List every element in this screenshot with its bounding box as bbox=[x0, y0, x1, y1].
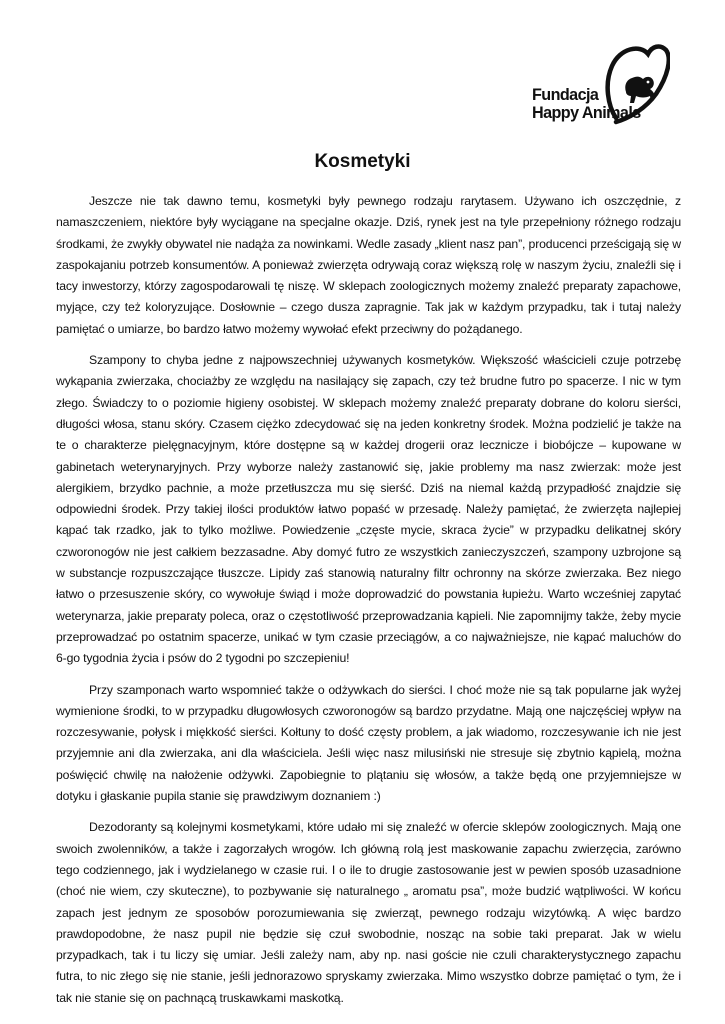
logo-line-1: Fundacja bbox=[532, 85, 599, 104]
document-body bbox=[56, 191, 681, 1019]
paragraph: Szampony to chyba jedne z najpowszechniej używanych kosmetyków. Większość właścicieli czuje potrzebę wykąpania zwierzaka, chociażby ze względu na nasilający się zapach, czy też brudne futro po spacerze. I nic w tym złego. Świadczy to o poziomie higieny osobistej. W sklepach możemy znaleźć preparaty dobrane do koloru sierści, długości włosa, stanu skóry. Czasem ciężko zdecydować się na jeden konkretny środek. Można podzielić je także na te o charakterze pielęgnacyjnym, które dostępne są w każdej drogerii oraz lecznicze i biobójcze – kupowane w gabinetach weterynaryjnych. Przy wyborze należy zastanowić się, jakie problemy ma nasz zwierzak: może jest alergikiem, brzydko pachnie, a może przetłuszcza mu się sierść. Dziś na niemal każdą przypadłość znajdzie się odpowiedni środek. Przy takiej ilości produktów łatwo popaść w przesadę. Należy pamiętać, że zwierzęta najlepiej kąpać tak rzadko, jak to tylko możliwe. Powiedzenie „częste mycie, skraca życie” w przypadku delikatnej skóry czworonogów nie jest całkiem bezzasadne. Aby domyć futro ze wszystkich zanieczyszczeń, szampony uzbrojone są w substancje rozpuszczające tłuszcze. Lipidy zaś stanowią naturalny filtr ochronny na skórze zwierzaka. Bez niego łatwo o przesuszenie skóry, co wywołuje świąd i może doprowadzić do powstania łupieżu. Warto wcześniej zapytać weterynarza, jakie preparaty poleca, oraz o częstotliwość przeprowadzania kąpieli. Nie zapomnijmy także, żeby mycie przeprowadzać po ostatnim spacerze, unikać w tym czasie przeciągów, a co najważniejsze, nie kąpać maluchów do 6-go tygodnia życia i psów do 2 tygodni po szczepieniu! bbox=[56, 353, 681, 666]
paragraph: Dezodoranty są kolejnymi kosmetykami, które udało mi się znaleźć w ofercie sklepów zoologicznych. Mają one swoich zwolenników, a także i zagorzałych wrogów. Ich główną rolą jest maskowanie zapachu zwierzęcia, zarówno tego codziennego, jak i wydzielanego w czasie rui. I o ile to drugie zastosowanie jest w pewien sposób uzasadnione (choć nie wiem, czy skuteczne), to pozbywanie się naturalnego „ aromatu psa”, może budzić wątpliwości. W końcu zapach jest jednym ze sposobów porozumiewania się zwierząt, pewnego rodzaju wizytówką. A więc bardzo prawdopodobne, że nasz pupil nie będzie się czuł swobodnie, nosząc na sobie taki preparat. Jak w wielu przypadkach, tak i tu liczy się umiar. Jeśli zależy nam, aby np. nasi goście nie czuli charakterystycznego zapachu futra, to nic złego się nie stanie, jeśli jednorazowo spryskamy zwierzaka. Mimo wszystko dobrze pamiętać o tym, że i tak nie stanie się on pachnącą truskawkami maskotką. bbox=[56, 820, 681, 1005]
foundation-logo bbox=[520, 36, 670, 128]
paragraph: Jeszcze nie tak dawno temu, kosmetyki były pewnego rodzaju rarytasem. Używano ich oszczędnie, z namaszczeniem, niektóre były wyciągane na specjalne okazje. Dziś, rynek jest na tyle przepełniony różnego rodzaju środkami, że zwykły obywatel nie nadąża za nowinkami. Wedle zasady „klient nasz pan”, producenci prześcigają się w zaspokajaniu potrzeb konsumentów. A ponieważ zwierzęta odrywają coraz większą rolę w naszym życiu, znaleźli się i tacy inwestorzy, którzy zagospodarowali tę niszę. W sklepach zoologicznych możemy znaleźć preparaty zapachowe, myjące, czy też koloryzujące. Dosłownie – czego dusza zapragnie. Tak jak w każdym przypadku, tak i tutaj należy pamiętać o umiarze, bo bardzo łatwo możemy wywołać efekt przeciwny do pożądanego. bbox=[56, 194, 681, 336]
logo-line-2: Happy Animals bbox=[532, 103, 641, 122]
document-title: Kosmetyki bbox=[314, 151, 411, 172]
logo-text bbox=[532, 86, 641, 122]
paragraph: Przy szamponach warto wspomnieć także o odżywkach do sierści. I choć może nie są tak popularne jak wyżej wymienione środki, to w przypadku długowłosych czworonogów są bardzo przydatne. Mają one najczęściej wpływ na rozczesywanie, połysk i miękkość sierści. Kołtuny to dość częsty problem, a jak wiadomo, rozczesywanie ich nie jest przyjemnie ani dla zwierzaka, ani dla właściciela. Jeśli więc nasz milusiński nie stresuje się zbytnio kąpielą, można poświęcić chwilę na nałożenie odżywki. Zapobiegnie to plątaniu się włosów, a także będą one przyjemniejsze w dotyku i głaskanie pupila stanie się prawdziwym doznaniem :) bbox=[56, 682, 681, 804]
